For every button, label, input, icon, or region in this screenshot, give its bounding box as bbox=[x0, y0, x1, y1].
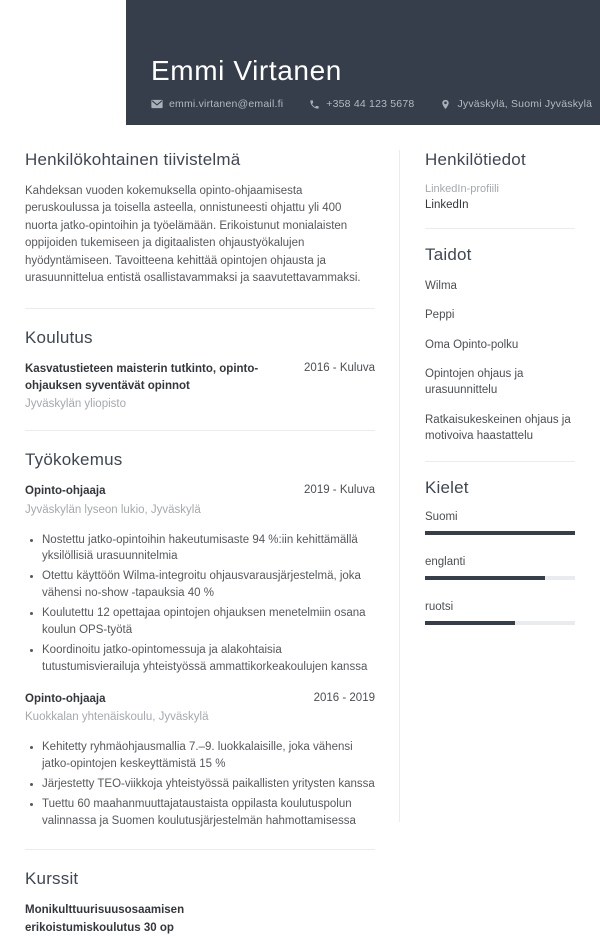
main-column bbox=[25, 150, 375, 934]
language-level-fill bbox=[425, 531, 575, 535]
column-divider bbox=[399, 150, 400, 822]
skill-item: Ratkaisukeskeinen ohjaus ja motivoiva haastattelu bbox=[425, 413, 571, 442]
experience-entry-head bbox=[25, 483, 375, 500]
courses-heading: Kurssit bbox=[25, 869, 79, 889]
language-item bbox=[425, 556, 575, 580]
skills-heading: Taidot bbox=[425, 245, 472, 264]
language-name: ruotsi bbox=[425, 601, 454, 614]
section-details bbox=[425, 150, 575, 211]
body-columns bbox=[0, 125, 600, 934]
job-dates: 2016 - 2019 bbox=[313, 691, 375, 704]
header-banner bbox=[126, 0, 600, 125]
degree-title: Kasvatustieteen maisterin tutkinto, opinto-ohjauksen syventävät opinnot bbox=[25, 362, 259, 393]
section-summary bbox=[25, 150, 375, 288]
education-heading: Koulutus bbox=[25, 327, 93, 347]
experience-entry-head bbox=[25, 691, 375, 708]
experience-entry bbox=[25, 483, 375, 675]
bullet-item: • Otettu käyttöön Wilma-integroitu ohjausvarausjärjestelmä, joka vähensi no-show -tapauksia 40 % bbox=[42, 568, 375, 602]
job-title: Opinto-ohjaaja bbox=[25, 485, 106, 498]
linkedin-link[interactable]: LinkedIn bbox=[425, 199, 469, 211]
language-name: Suomi bbox=[425, 511, 458, 524]
contact-row bbox=[151, 98, 593, 110]
contact-phone bbox=[309, 98, 414, 110]
employer-name: Kuokkalan yhtenäiskoulu, Jyväskylä bbox=[25, 710, 209, 723]
side-column bbox=[425, 150, 575, 848]
language-name: englanti bbox=[425, 556, 466, 569]
language-level-fill bbox=[425, 576, 545, 580]
job-bullets bbox=[25, 739, 375, 829]
language-level-bar bbox=[425, 531, 575, 535]
bullet-item: • Järjestetty TEO-viikkoja yhteistyössä paikallisten yritysten kanssa bbox=[42, 776, 375, 793]
divider bbox=[25, 849, 375, 850]
section-education bbox=[25, 328, 375, 411]
bullet-item: • Kehitetty ryhmäohjausmallia 7.–9. luokkalaisille, joka vähensi jatko-opintojen keskeyttämistä 15 % bbox=[42, 739, 375, 773]
contact-phone-text: +358 44 123 5678 bbox=[326, 98, 415, 110]
bullet-item: • Nostettu jatko-opintoihin hakeutumisaste 94 %:iin kehittämällä yksilöllisiä urasuunnitelmia bbox=[42, 532, 375, 566]
bullet-item: • Koulutettu 12 opettajaa opintojen ohjauksen menetelmiin osana koulun OPS-työtä bbox=[42, 605, 375, 639]
education-entry-head bbox=[25, 361, 375, 396]
divider bbox=[425, 228, 575, 229]
location-pin-icon bbox=[440, 99, 451, 110]
bullet-item: • Tuettu 60 maahanmuuttajataustaista oppilasta koulutuspolun valinnassa ja Suomen koulutusjärjestelmän hahmottamisessa bbox=[42, 796, 375, 830]
summary-heading: Henkilökohtainen tiivistelmä bbox=[25, 150, 241, 169]
education-dates: 2016 - Kuluva bbox=[304, 361, 375, 374]
skill-item: Oma Opinto-polku bbox=[425, 338, 519, 351]
contact-email bbox=[151, 98, 283, 110]
envelope-icon bbox=[151, 98, 163, 110]
language-item bbox=[425, 511, 575, 535]
skill-item: Opintojen ohjaus ja urasuunnittelu bbox=[425, 367, 524, 397]
language-level-fill bbox=[425, 621, 515, 625]
education-entry bbox=[25, 361, 375, 411]
divider bbox=[25, 308, 375, 309]
contact-email-text: emmi.virtanen@email.fi bbox=[169, 98, 284, 110]
experience-entry bbox=[25, 691, 375, 830]
linkedin-label: LinkedIn-profiili bbox=[425, 183, 499, 195]
skill-item: Wilma bbox=[425, 280, 457, 292]
job-title: Opinto-ohjaaja bbox=[25, 692, 106, 705]
details-heading: Henkilötiedot bbox=[425, 150, 526, 169]
divider bbox=[425, 461, 575, 462]
school-name: Jyväskylän yliopisto bbox=[25, 398, 126, 411]
section-skills bbox=[425, 245, 575, 444]
job-dates: 2019 - Kuluva bbox=[304, 484, 375, 497]
skill-item: Peppi bbox=[425, 309, 455, 322]
phone-icon bbox=[309, 99, 320, 110]
section-languages bbox=[425, 478, 575, 625]
employer-name: Jyväskylän lyseon lukio, Jyväskylä bbox=[25, 503, 201, 516]
contact-location bbox=[440, 98, 592, 110]
section-experience bbox=[25, 450, 375, 829]
contact-location-text: Jyväskylä, Suomi Jyväskylä bbox=[457, 98, 593, 110]
section-courses bbox=[25, 869, 375, 937]
course-name: Monikulttuurisuusosaamisen erikoistumiskoulutus 30 op bbox=[25, 904, 185, 934]
languages-heading: Kielet bbox=[425, 478, 469, 498]
person-name: Emmi Virtanen bbox=[151, 55, 342, 86]
bullet-item: • Koordinoitu jatko-opintomessuja ja alakohtaisia tutustumisvierailuja yhteistyössä ammattikorkeakoulujen kanssa bbox=[42, 642, 375, 676]
summary-text: Kahdeksan vuoden kokemuksella opinto-ohjaamisesta peruskoulussa ja toisella asteella, onnistuneesti ohjattu yli 400 nuorta jatko-opintoihin ja työelämään. Erikoistunut monialaisten oppijoiden tukemiseen ja digitaalisten ohjaustyökalujen hyödyntämiseen. Tavoitteena kehittää opintojen ohjausta ja urasuunnittelua entistä osallistavammaksi ja saavutettavammaksi. bbox=[25, 185, 361, 285]
experience-heading: Työkokemus bbox=[25, 450, 123, 470]
divider bbox=[25, 430, 375, 431]
language-level-bar bbox=[425, 576, 575, 580]
language-item bbox=[425, 601, 575, 625]
language-level-bar bbox=[425, 621, 575, 625]
job-bullets bbox=[25, 532, 375, 676]
